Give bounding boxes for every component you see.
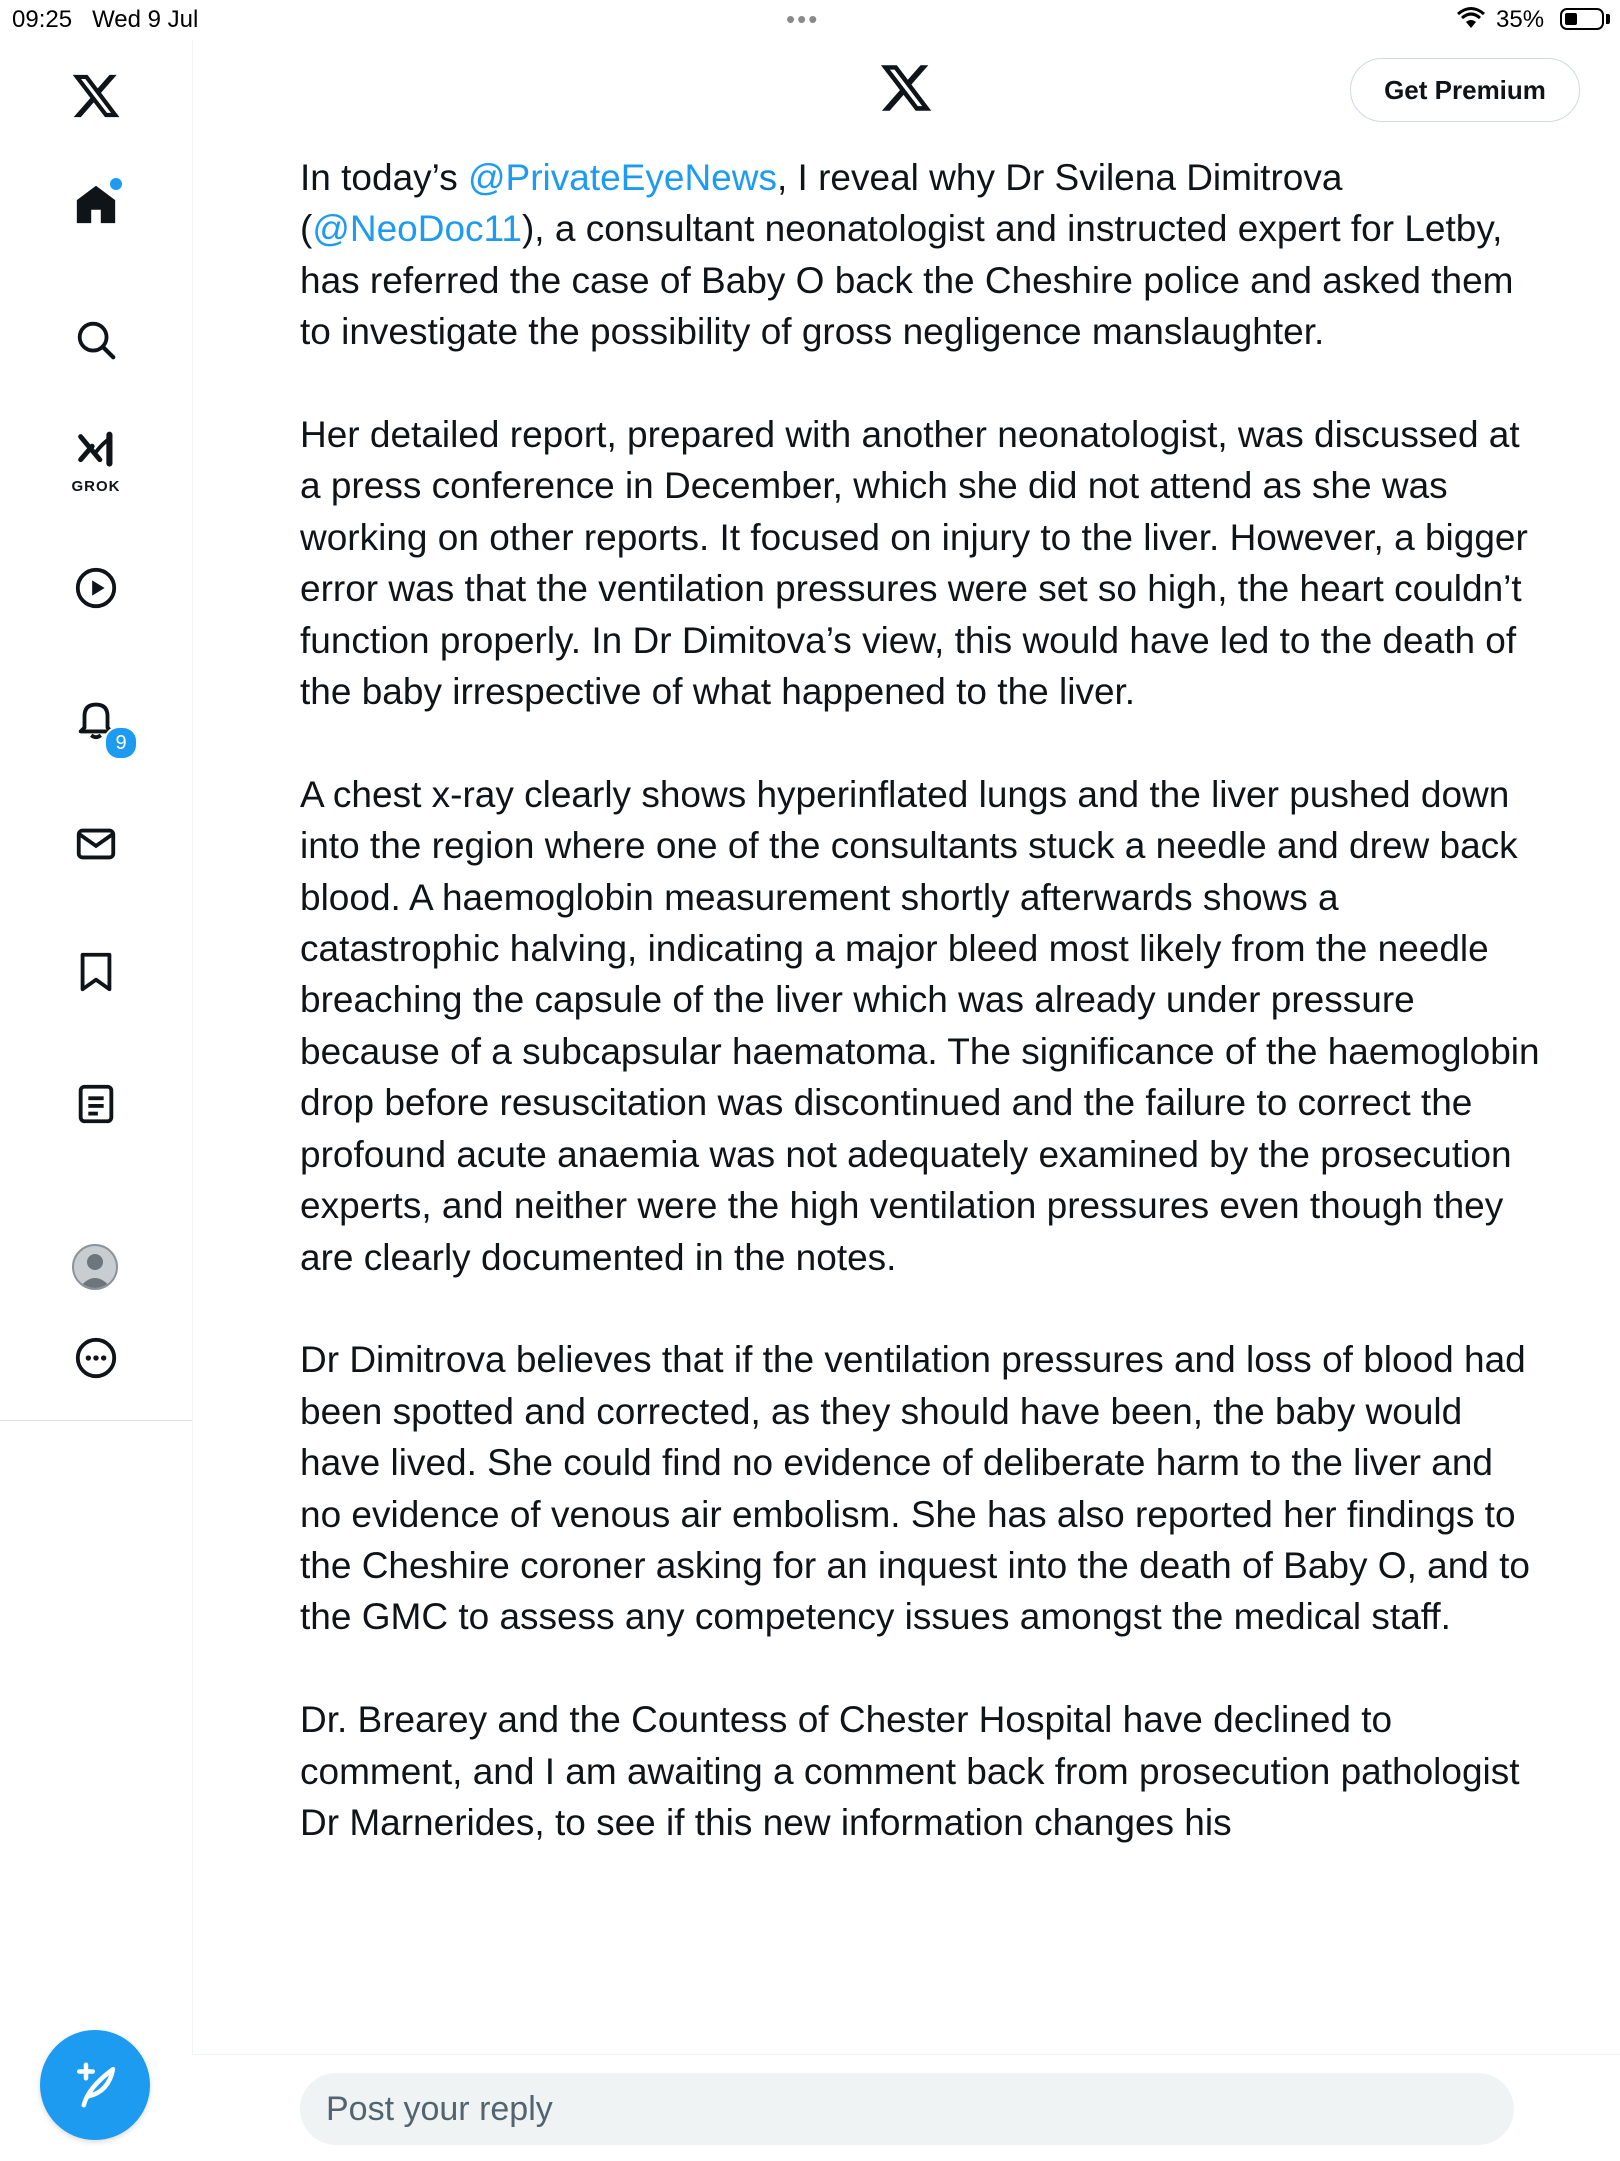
- battery-icon: [1560, 8, 1604, 30]
- sidebar-item-more[interactable]: [68, 1330, 124, 1386]
- more-icon: [73, 1335, 119, 1381]
- post-paragraph-1: In today’s @PrivateEyeNews, I reveal why Dr Svilena Dimitrova (@NeoDoc11), a consultant neonatologist and instructed expert for Letby, has referred the case of Baby O back the Cheshire police and asked them to investigate the possibility of gross negligence manslaughter.: [300, 157, 1514, 353]
- reply-input[interactable]: Post your reply: [300, 2073, 1514, 2145]
- compose-button[interactable]: [40, 2030, 150, 2140]
- play-icon: [73, 565, 119, 611]
- sidebar-divider: [0, 1420, 192, 1421]
- bookmark-icon: [73, 949, 119, 995]
- x-logo-icon[interactable]: [70, 70, 122, 122]
- sidebar-item-lists[interactable]: [68, 1076, 124, 1132]
- battery-percent: 35%: [1496, 6, 1545, 33]
- mail-icon: [73, 821, 119, 867]
- status-time: 09:25 Wed 9 Jul: [12, 6, 199, 33]
- sidebar-item-grok[interactable]: [68, 424, 124, 480]
- sidebar: [0, 40, 193, 2160]
- search-icon: [73, 317, 119, 363]
- post-paragraph-3: A chest x-ray clearly shows hyperinflated lungs and the liver pushed down into the region where one of the consultants stuck a needle and drew back blood. A haemoglobin measurement shortly afterwards shows a catastrophic halving, indicating a major bleed most likely from the needle breaching the capsule of the liver which was already under pressure because of a subcapsular haematoma. The significance of the haemoglobin drop before resuscitation was discontinued and the failure to correct the profound acute anaemia was not adequately examined by the prosecution experts, and neither were the high ventilation pressures even though they are clearly documented in the notes.: [300, 773, 1540, 1278]
- list-icon: [73, 1081, 119, 1127]
- post-paragraph-4: Dr Dimitrova believes that if the ventilation pressures and loss of blood had been spotted and corrected, as they should have been, the baby would have lived. She could find no evidence of deliberate harm to the liver and no evidence of venous air embolism. She has also reported her findings to the Cheshire coroner asking for an inquest into the death of Baby O, and to the GMC to assess any competency issues amongst the medical staff.: [300, 1339, 1530, 1638]
- reply-bar: [192, 2054, 1620, 2161]
- sidebar-item-messages[interactable]: [68, 816, 124, 872]
- multitask-dots[interactable]: •••: [786, 4, 820, 34]
- post-paragraph-5: Dr. Brearey and the Countess of Chester Hospital have declined to comment, and I am awaiting a comment back from prosecution pathologist Dr Marnerides, to see if this new information changes his: [300, 1699, 1520, 1843]
- avatar[interactable]: [72, 1244, 118, 1290]
- mention-link[interactable]: @PrivateEyeNews: [467, 157, 777, 198]
- sidebar-item-bookmarks[interactable]: [68, 944, 124, 1000]
- grok-icon: [73, 429, 119, 475]
- wifi-icon: [1456, 6, 1486, 35]
- x-logo-icon[interactable]: [878, 60, 934, 116]
- post-body: [300, 152, 1540, 1900]
- get-premium-button[interactable]: Get Premium: [1350, 58, 1580, 122]
- default-avatar-icon: [74, 1246, 116, 1288]
- mention-link[interactable]: @NeoDoc11: [312, 208, 522, 250]
- notification-badge: 9: [104, 726, 138, 760]
- sidebar-item-home[interactable]: [68, 176, 124, 232]
- sidebar-item-explore[interactable]: [68, 312, 124, 368]
- sidebar-item-video[interactable]: [68, 560, 124, 616]
- home-notification-dot: [110, 178, 122, 190]
- grok-label: GROK: [71, 478, 121, 495]
- status-bar: [0, 0, 1620, 40]
- post-paragraph-2: Her detailed report, prepared with another neonatologist, was discussed at a press conference in December, which she did not attend as she was working on other reports. It focused on injury to the liver. However, a bigger error was that the ventilation pressures were set so high, the heart couldn’t function properly. In Dr Dimitova’s view, this would have led to the death of the baby irrespective of what happened to the liver.: [300, 414, 1528, 713]
- battery-cap: [1606, 14, 1610, 24]
- compose-icon: [68, 2058, 122, 2112]
